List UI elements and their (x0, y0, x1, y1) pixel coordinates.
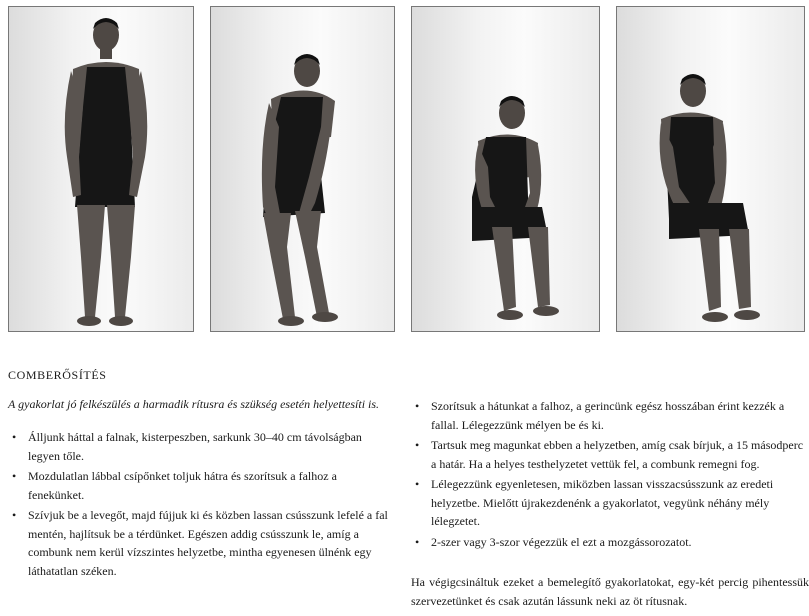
bullet-icon: • (415, 399, 420, 413)
left-bullet-list (8, 428, 388, 582)
bullet-icon: • (415, 534, 420, 549)
bullet-icon: • (12, 469, 17, 483)
closing-paragraph: Ha végigcsináltuk ezeket a bemelegítő gyakorlatokat, egy-két percig pihentessük szervezetünket és csak azután lássunk neki az öt rítusnak. (411, 575, 809, 608)
bullet-icon: • (12, 508, 17, 522)
list-item: • Szorítsuk a hátunkat a falhoz, a gerincünk egész hosszában érint kezzék a fallal. Lélegezzünk mélyen be és ki. (415, 399, 785, 432)
photo-leaning-forward (210, 6, 395, 332)
list-item: • Lélegezzünk egyenletesen, miközben lassan visszacsússzunk az eredeti helyzetbe. Mielőtt újrakezdenénk a gyakorlatot, vegyünk néhány mély lélegzetet. (415, 477, 774, 528)
list-item: • Mozdulatlan lábbal csípőnket toljuk hátra és szorítsuk a falhoz a fenekünket. (12, 469, 337, 502)
list-item: • Szívjuk be a levegőt, majd fújjuk ki és közben lassan csússzunk lefelé a fal mentén, hajlítsuk be a térdünket. Egészen addig csússzunk le, amíg a combunk nem kerül vízszintes helyzetbe, mintha egyenesen ülnénk egy láthatatlan széken. (12, 508, 388, 578)
photo-standing (8, 6, 194, 332)
section-title: COMBERŐSÍTÉS (8, 368, 107, 382)
bullet-icon: • (415, 477, 420, 491)
right-bullet-list (411, 397, 806, 553)
figure-wall-sit-illustration (617, 7, 804, 331)
figure-standing-illustration (9, 7, 193, 331)
list-item: • Tartsuk meg magunkat ebben a helyzetben, amíg csak bírjuk, a 15 másodperc a határ. Ha a helyes testhelyzetet vettük fel, a combunk remegni fog. (415, 438, 804, 471)
list-item: • Álljunk háttal a falnak, kisterpeszben, sarkunk 30–40 cm távolságban legyen tőle. (12, 430, 362, 463)
photo-wall-sit (616, 6, 805, 332)
figure-leaning-illustration (211, 7, 394, 331)
list-item: • 2-szer vagy 3-szor végezzük el ezt a mozgássorozatot. (411, 533, 806, 552)
figure-wall-sit-leaning-illustration (412, 7, 599, 331)
photo-wall-sit-leaning (411, 6, 600, 332)
bullet-icon: • (12, 430, 17, 444)
bullet-icon: • (415, 438, 420, 452)
section-intro: A gyakorlat jó felkészülés a harmadik rítusra és szükség esetén helyettesíti is. (8, 397, 380, 411)
